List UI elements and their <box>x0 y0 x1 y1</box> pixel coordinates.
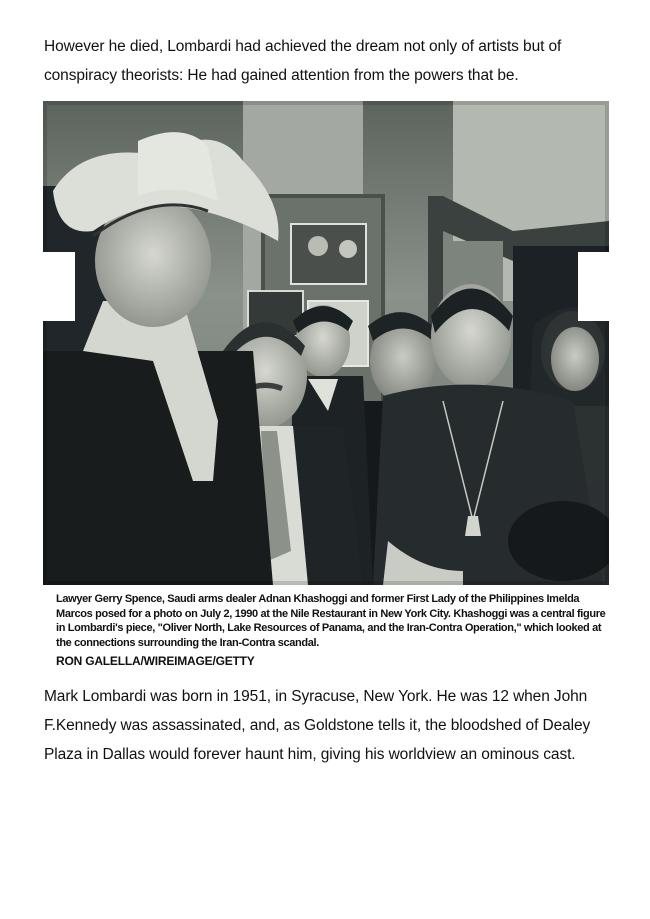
photo-notch-right <box>578 252 609 321</box>
photo-credit: RON GALELLA/WIREIMAGE/GETTY <box>56 654 255 668</box>
article-paragraph-intro: However he died, Lombardi had achieved the dream not only of artists but of conspiracy theorists: He had gained attention from the powers that be. <box>44 38 562 84</box>
photo-illustration <box>43 101 609 585</box>
photo-notch-left <box>43 252 75 321</box>
photo-caption: Lawyer Gerry Spence, Saudi arms dealer Adnan Khashoggi and former First Lady of the Philippines Imelda Marcos posed for a photo on July 2, 1990 at the Nile Restaurant in New York City. Khashoggi was a central figure in Lombardi's piece, "Oliver North, Lake Resources of Panama, and the Iran-Contra Operation," which looked at the connections surrounding the Iran-Contra scandal. <box>56 593 606 649</box>
article-paragraph-biography: Mark Lombardi was born in 1951, in Syracuse, New York. He was 12 when John F.Kennedy was assassinated, and, as Goldstone tells it, the bloodshed of Dealey Plaza in Dallas would forever haunt him, giving his worldview an ominous cast. <box>44 688 591 763</box>
article-photo <box>43 101 609 585</box>
